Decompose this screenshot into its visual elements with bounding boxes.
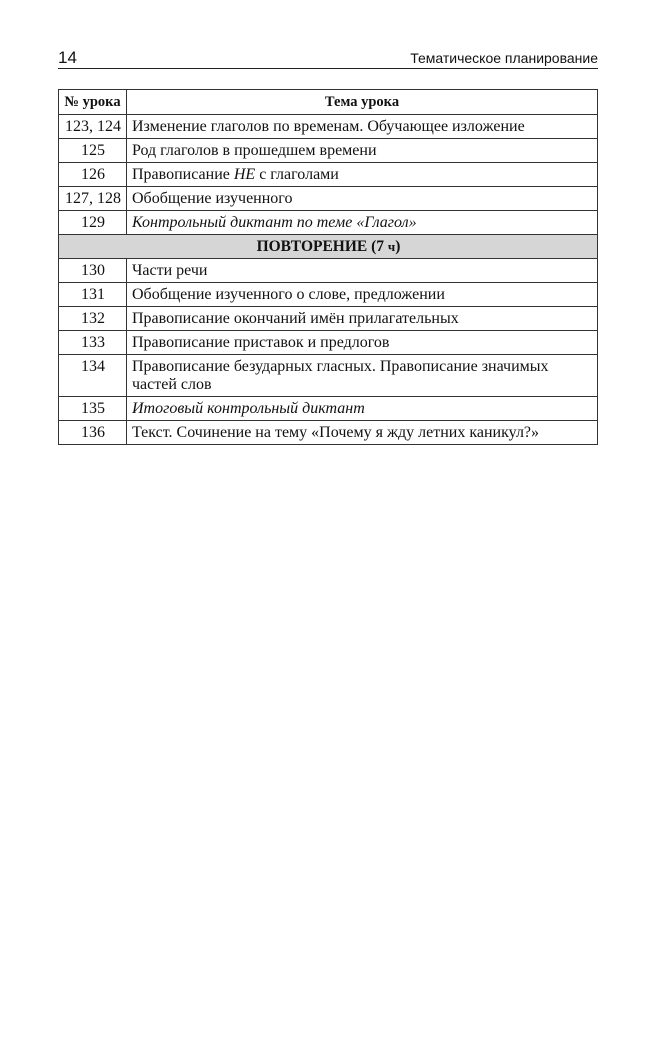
table-row: [59, 355, 598, 397]
lesson-number: 133: [59, 331, 127, 355]
lesson-number: 135: [59, 397, 127, 421]
lesson-topic: Части речи: [127, 259, 598, 283]
lesson-topic: Правописание окончаний имён прилагательных: [127, 307, 598, 331]
lesson-plan-table: [58, 89, 598, 445]
lesson-number: 129: [59, 211, 127, 235]
topic-text-after: с глаголами: [255, 166, 339, 183]
section-title: [59, 235, 598, 259]
lesson-topic: Текст. Сочинение на тему «Почему я жду летних каникул?»: [127, 421, 598, 445]
lesson-number: 134: [59, 355, 127, 397]
table-row: [59, 139, 598, 163]
lesson-topic: Изменение глаголов по временам. Обучающее изложение: [127, 115, 598, 139]
lesson-topic: Правописание безударных гласных. Правописание значимых частей слов: [127, 355, 598, 397]
table-row: [59, 211, 598, 235]
lesson-number: 130: [59, 259, 127, 283]
lesson-topic: Обобщение изученного: [127, 187, 598, 211]
column-header-topic: Тема урока: [127, 90, 598, 115]
table-row: [59, 163, 598, 187]
table-row: [59, 397, 598, 421]
topic-text-before: Правописание: [132, 166, 234, 183]
topic-emphasis: НЕ: [233, 166, 256, 183]
lesson-number: 136: [59, 421, 127, 445]
lesson-number: 127, 128: [59, 187, 127, 211]
lesson-topic: Итоговый контрольный диктант: [127, 397, 598, 421]
table-header-row: [59, 90, 598, 115]
table-row: [59, 283, 598, 307]
lesson-number: 123, 124: [59, 115, 127, 139]
section-title-close: ): [395, 238, 401, 255]
table-row: [59, 421, 598, 445]
page-number: 14: [58, 48, 77, 67]
section-row: [59, 235, 598, 259]
lesson-number: 132: [59, 307, 127, 331]
lesson-topic: Род глаголов в прошедшем времени: [127, 139, 598, 163]
lesson-number: 126: [59, 163, 127, 187]
lesson-topic: Контрольный диктант по теме «Глагол»: [127, 211, 598, 235]
page-header: [58, 46, 598, 69]
table-row: [59, 259, 598, 283]
lesson-topic: Обобщение изученного о слове, предложении: [127, 283, 598, 307]
section-title-text: ПОВТОРЕНИЕ (7: [256, 238, 388, 255]
lesson-number: 125: [59, 139, 127, 163]
lesson-topic: [127, 163, 598, 187]
table-row: [59, 307, 598, 331]
column-header-number: № урока: [59, 90, 127, 115]
lesson-number: 131: [59, 283, 127, 307]
table-row: [59, 331, 598, 355]
lesson-topic: Правописание приставок и предлогов: [127, 331, 598, 355]
section-hours-unit: ч: [387, 239, 396, 254]
running-title: Тематическое планирование: [410, 50, 598, 66]
table-row: [59, 115, 598, 139]
table-row: [59, 187, 598, 211]
